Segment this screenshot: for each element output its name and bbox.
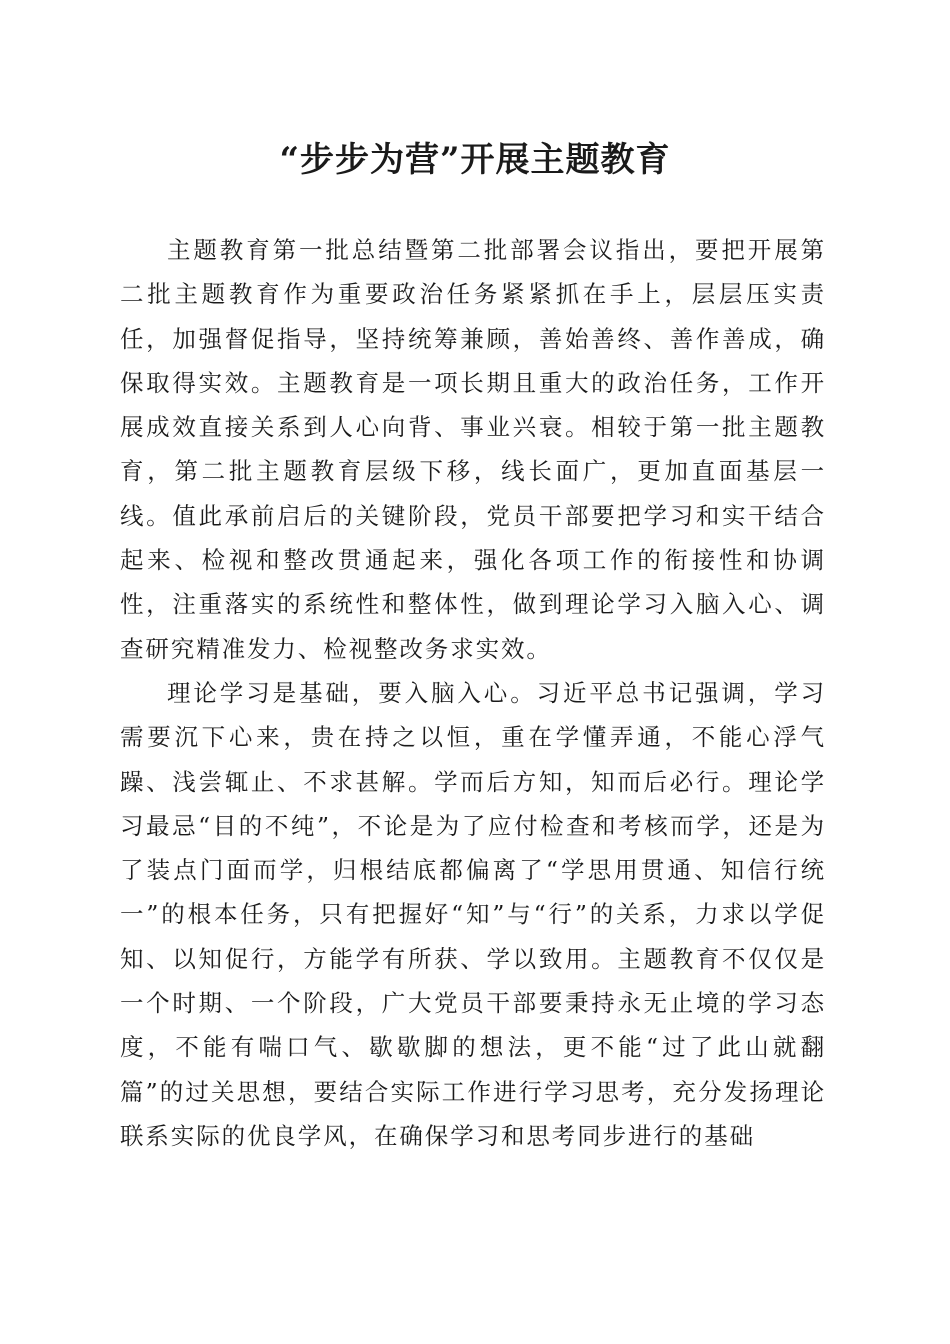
document-body [120, 228, 826, 1158]
paragraph-2: 理论学习是基础，要入脑入心。习近平总书记强调，学习需要沉下心来，贵在持之以恒，重在学懂弄通，不能心浮气躁、浅尝辄止、不求甚解。学而后方知，知而后必行。理论学习最忌“目的不纯”，不论是为了应付检查和考核而学，还是为了装点门面而学，归根结底都偏离了“学思用贯通、知信行统一”的根本任务，只有把握好“知”与“行”的关系，力求以学促知、以知促行，方能学有所获、学以致用。主题教育不仅仅是一个时期、一个阶段，广大党员干部要秉持永无止境的学习态度，不能有喘口气、歇歇脚的想法，更不能“过了此山就翻篇”的过关思想，要结合实际工作进行学习思考，充分发扬理论联系实际的优良学风，在确保学习和思考同步进行的基础 [120, 678, 826, 1150]
paragraph-1: 主题教育第一批总结暨第二批部署会议指出，要把开展第二批主题教育作为重要政治任务紧紧抓在手上，层层压实责任，加强督促指导，坚持统筹兼顾，善始善终、善作善成，确保取得实效。主题教育是一项长期且重大的政治任务，工作开展成效直接关系到人心向背、事业兴衰。相较于第一批主题教育，第二批主题教育层级下移，线长面广，更加直面基层一线。值此承前启后的关键阶段，党员干部要把学习和实干结合起来、检视和整改贯通起来，强化各项工作的衔接性和协调性，注重落实的系统性和整体性，做到理论学习入脑入心、调查研究精准发力、检视整改务求实效。 [120, 236, 826, 663]
document-title: “步步为营”开展主题教育 [279, 140, 671, 180]
